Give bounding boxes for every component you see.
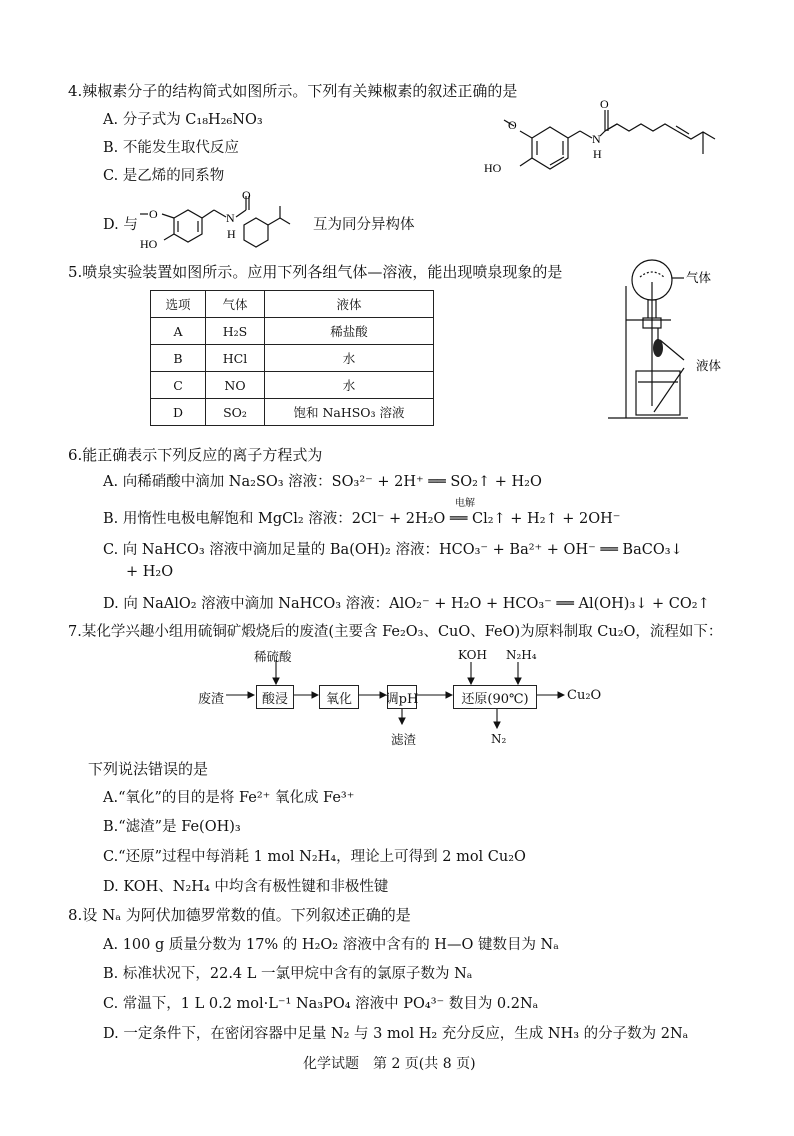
q6-option-a[interactable]: A. 向稀硝酸中滴加 Na₂SO₃ 溶液：SO₃²⁻ + 2H⁺ ══ SO₂↑ + H₂O (103, 474, 542, 490)
table-cell: SO₂ (206, 399, 265, 426)
table-row[interactable] (151, 399, 434, 426)
flow-input-acid: 稀硫酸 (254, 649, 292, 664)
isomer-o-label: O (149, 207, 158, 221)
q8-option-c[interactable]: C. 常温下，1 L 0.2 mol·L⁻¹ Na₃PO₄ 溶液中 PO₄³⁻ 数目为 0.2Nₐ (103, 996, 539, 1012)
table-cell: D (151, 399, 206, 426)
table-cell: B (151, 345, 206, 372)
gas-liquid-table (150, 290, 434, 426)
flow-end: Cu₂O (567, 688, 602, 703)
page-footer: 化学试题 第 2 页(共 8 页) (303, 1056, 476, 1072)
q6-option-b[interactable]: B. 用惰性电极电解饱和 MgCl₂ 溶液：2Cl⁻ + 2H₂O ══ Cl₂↑ + H₂↑ + 2OH⁻ (103, 511, 621, 527)
flow-input-n2h4: N₂H₄ (506, 648, 537, 662)
amide-n-label: N (592, 132, 601, 146)
q7-option-a[interactable]: A.“氧化”的目的是将 Fe²⁺ 氧化成 Fe³⁺ (103, 790, 355, 806)
table-cell: 水 (265, 372, 434, 399)
table-header: 液体 (265, 291, 434, 318)
table-cell: NO (206, 372, 265, 399)
isomer-structure (138, 190, 313, 254)
flow-step-adjust-ph: 调pH (387, 685, 417, 709)
table-header: 选项 (151, 291, 206, 318)
q7-option-c[interactable]: C.“还原”过程中每消耗 1 mol N₂H₄，理论上可得到 2 mol Cu₂O (103, 849, 526, 865)
q6-option-d[interactable]: D. 向 NaAlO₂ 溶液中滴加 NaHCO₃ 溶液：AlO₂⁻ + H₂O + HCO₃⁻ ══ Al(OH)₃↓ + CO₂↑ (103, 596, 710, 612)
flow-output-residue: 滤渣 (391, 732, 417, 747)
amide-h-label: H (593, 147, 602, 161)
q4-option-a[interactable]: A. 分子式为 C₁₈H₂₆NO₃ (103, 112, 263, 128)
carbonyl-o-label: O (600, 97, 609, 111)
q7-sub-stem: 下列说法错误的是 (88, 760, 209, 778)
q8-option-a[interactable]: A. 100 g 质量分数为 17% 的 H₂O₂ 溶液中含有的 H—O 键数目为 Nₐ (103, 937, 559, 953)
q6-stem: 6.能正确表示下列反应的离子方程式为 (68, 446, 323, 464)
flow-step-oxidation: 氧化 (319, 685, 359, 709)
label-liquid: 液体 (696, 358, 722, 373)
electrolysis-condition: 电解 (455, 498, 475, 509)
isomer-n-label: N (226, 211, 235, 225)
q4-option-c[interactable]: C. 是乙烯的同系物 (103, 168, 225, 184)
flow-step-reduction: 还原(90℃) (453, 685, 537, 709)
table-row[interactable] (151, 345, 434, 372)
table-cell: C (151, 372, 206, 399)
table-header: 气体 (206, 291, 265, 318)
methoxy-o-label: O (508, 118, 517, 132)
q8-stem: 8.设 Nₐ 为阿伏加德罗常数的值。下列叙述正确的是 (68, 906, 411, 924)
table-row[interactable] (151, 318, 434, 345)
flow-input-koh: KOH (458, 648, 487, 662)
flow-step-acid-leach: 酸浸 (256, 685, 294, 709)
isomer-oh-label: HO (140, 237, 158, 251)
q8-option-d[interactable]: D. 一定条件下，在密闭容器中足量 N₂ 与 3 mol H₂ 充分反应，生成 NH₃ 的分子数为 2Nₐ (103, 1026, 689, 1042)
fountain-apparatus-diagram (596, 256, 746, 428)
table-cell: 稀盐酸 (265, 318, 434, 345)
table-cell: H₂S (206, 318, 265, 345)
q6-option-c[interactable]: C. 向 NaHCO₃ 溶液中滴加足量的 Ba(OH)₂ 溶液：HCO₃⁻ + Ba²⁺ + OH⁻ ══ BaCO₃↓ (103, 542, 683, 558)
capsaicin-structure (480, 96, 730, 184)
q8-option-b[interactable]: B. 标准状况下，22.4 L 一氯甲烷中含有的氯原子数为 Nₐ (103, 966, 473, 982)
isomer-carbonyl-o: O (242, 190, 251, 202)
q6-option-c-cont: + H₂O (126, 564, 174, 580)
q4-option-d-suffix: 互为同分异构体 (313, 217, 415, 233)
flow-start: 废渣 (198, 692, 225, 707)
q4-stem: 4.辣椒素分子的结构简式如图所示。下列有关辣椒素的叙述正确的是 (68, 82, 518, 100)
table-row[interactable] (151, 372, 434, 399)
flow-output-n2: N₂ (491, 732, 507, 746)
label-gas: 气体 (686, 270, 712, 285)
table-cell: A (151, 318, 206, 345)
q7-option-d[interactable]: D. KOH、N₂H₄ 中均含有极性键和非极性键 (103, 879, 389, 895)
table-cell: 饱和 NaHSO₃ 溶液 (265, 399, 434, 426)
table-cell: 水 (265, 345, 434, 372)
q4-option-b[interactable]: B. 不能发生取代反应 (103, 140, 239, 156)
q7-stem: 7.某化学兴趣小组用硫铜矿煅烧后的废渣(主要含 Fe₂O₃、CuO、FeO)为原料制取 Cu₂O，流程如下： (68, 624, 723, 640)
q4-option-d-prefix[interactable]: D. 与 (103, 217, 138, 233)
table-cell: HCl (206, 345, 265, 372)
q7-option-b[interactable]: B.“滤渣”是 Fe(OH)₃ (103, 819, 241, 835)
isomer-h-label: H (227, 227, 236, 241)
hydroxy-label: HO (484, 161, 502, 175)
q5-stem: 5.喷泉实验装置如图所示。应用下列各组气体—溶液，能出现喷泉现象的是 (68, 263, 563, 281)
